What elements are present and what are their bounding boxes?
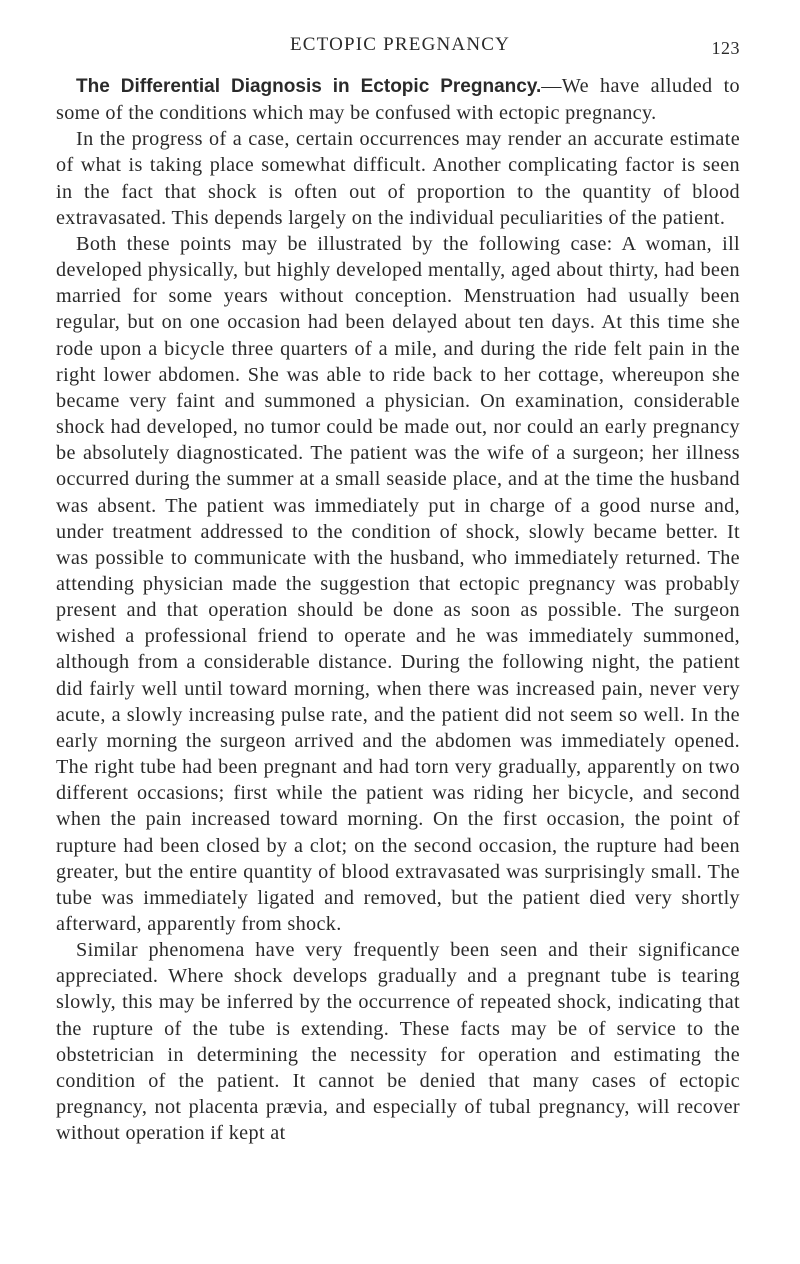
- paragraph-differential-diagnosis: [56, 73, 740, 126]
- paragraph-2: In the progress of a case, certain occurrences may render an accurate estimate of what is taking place somewhat difficult. Another complicating factor is seen in the fact that shock is often out of proportion to the quantity of blood extravasated. This depends largely on the individual peculiarities of the patient.: [56, 128, 740, 229]
- body-text: [56, 73, 740, 1146]
- page-number: 123: [711, 38, 740, 58]
- page-header: [0, 34, 800, 64]
- paragraph-4: Similar phenomena have very frequently been seen and their significance appreciated. Where shock develops gradually and a pregnant tube is tearing slowly, this may be inferred by the occurrence of repeated shock, indicating that the rupture of the tube is extending. These facts may be of service to the obstetrician in determining the necessity for operation and estimating the condition of the patient. It cannot be denied that many cases of ectopic pregnancy, not placenta prævia, and especially of tubal pregnancy, will recover without operation if kept at: [56, 939, 740, 1145]
- running-title: ECTOPIC PREGNANCY: [289, 34, 511, 55]
- section-heading: The Differential Diagnosis in Ectopic Pregnancy.: [76, 76, 542, 97]
- paragraph-1-text: —We have alluded to some of the conditions which may be confused with ectopic pregnancy.: [56, 75, 740, 125]
- paragraph-3-case-report: Both these points may be illustrated by the following case: A woman, ill developed physically, but highly developed mentally, aged about thirty, had been married for some years without conception. Menstruation had usually been regular, but on one occasion had been delayed about ten days. At this time she rode upon a bicycle three quarters of a mile, and during the ride felt pain in the right lower abdomen. She was able to ride back to her cottage, whereupon she became very faint and summoned a physician. On examination, considerable shock had developed, no tumor could be made out, nor could an early pregnancy be absolutely diagnosticated. The patient was the wife of a surgeon; her illness occurred during the summer at a small seaside place, and at the time the husband was absent. The patient was immediately put in charge of a good nurse and, under treatment addressed to the condition of shock, slowly became better. It was possible to communicate with the husband, who immediately returned. The attending physician made the suggestion that ectopic pregnancy was probably present and that operation should be done as soon as possible. The surgeon wished a professional friend to operate and he was immediately summoned, although from a considerable distance. During the following night, the patient did fairly well until toward morning, when there was increased pain, never very acute, a slowly increasing pulse rate, and the patient did not seem so well. In the early morning the surgeon arrived and the abdomen was immediately opened. The right tube had been pregnant and had torn very gradually, apparently on two different occasions; first while the patient was riding her bicycle, and second when the pain increased toward morning. On the first occasion, the point of rupture had been closed by a clot; on the second occasion, the rupture had been greater, but the entire quantity of blood extravasated was surprisingly small. The tube was immediately ligated and removed, but the patient died very shortly afterward, apparently from shock.: [56, 232, 740, 935]
